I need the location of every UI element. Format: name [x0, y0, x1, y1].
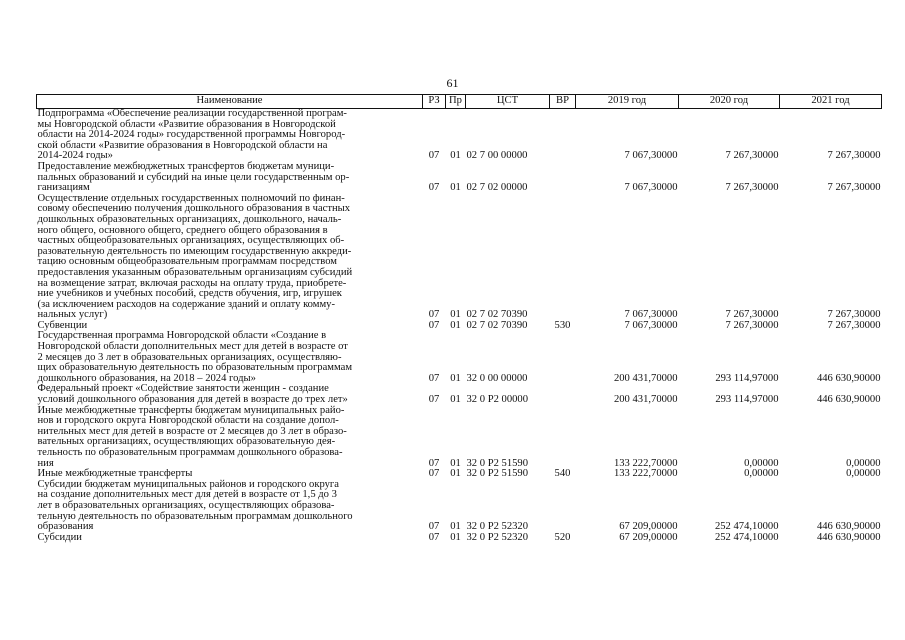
row-cst: 02 7 02 70390 [466, 309, 528, 321]
row-pr: 01 [450, 150, 461, 162]
column-header-rz: РЗ [423, 95, 446, 109]
row-name-line: щих образовательную деятельность по образовательным программам [37, 362, 353, 374]
row-pr: 01 [450, 457, 461, 469]
row-name-line: области на 2014-2024 годы» государственной программы Новгород- [37, 129, 346, 141]
row-name-line: Подпрограмма «Обеспечение реализации государственной програм- [37, 108, 347, 119]
row-amount-2019: 200 431,70000 [613, 394, 678, 406]
table-row [37, 406, 882, 470]
table-row [37, 109, 882, 162]
row-name-line: 2 месяцев до 3 лет в образовательных организациях, осуществляю- [37, 351, 342, 363]
row-name-line: 2014-2024 годы» [37, 150, 113, 162]
column-header-2021: 2021 год [780, 95, 882, 109]
row-vr [550, 109, 576, 162]
row-name-line: тацию основным общеобразовательным программам посредством [37, 256, 338, 268]
row-name-line: лет в образовательных организациях, осуществляющих образова- [37, 499, 335, 511]
row-name-line: нительных мест для детей в возрасте от 2 месяцев до 3 лет в образо- [37, 425, 347, 437]
row-name-line: ние учебников и учебных пособий, средств обучения, игр, игрушек [37, 288, 342, 300]
row-name-line: предоставления указанным образовательным организациям субсидий [37, 266, 353, 278]
row-name-line: (за исключением расходов на содержание зданий и оплату комму- [37, 298, 336, 310]
row-name-line: Государственная программа Новгородской области «Создание в [37, 330, 327, 342]
row-name-line: мы Новгородской области «Развитие образования в Новгородской [37, 118, 336, 130]
row-rz: 07 [428, 372, 440, 384]
row-cst: 32 0 00 00000 [466, 372, 528, 384]
row-rz: 07 [428, 319, 440, 331]
row-pr: 01 [450, 319, 461, 331]
row-cst: 32 0 P2 52320 [466, 531, 529, 543]
row-amount-2020: 252 474,10000 [714, 531, 779, 543]
row-name [37, 533, 423, 544]
row-amount-2019: 7 067,30000 [624, 319, 678, 331]
row-pr: 01 [450, 521, 461, 533]
row-name-line: вательных организациях, осуществляющих образовательную дея- [37, 436, 336, 448]
row-name-line: ской области «Развитие образования в Новгородской области на [37, 139, 328, 151]
row-name-line: на создание дополнительных мест для детей в возрасте от 1,5 до 3 [37, 489, 337, 501]
row-amount-2019: 67 209,00000 [619, 521, 678, 533]
row-name-line: Иные межбюджетные трансферты бюджетам муниципальных райо- [37, 404, 345, 416]
table-row [37, 533, 882, 544]
row-amount-2020: 252 474,10000 [714, 521, 779, 533]
table-row [37, 480, 882, 533]
row-amount-2021: 7 267,30000 [827, 309, 881, 321]
row-name [37, 109, 423, 162]
row-name [37, 406, 423, 470]
row-amount-2021: 7 267,30000 [827, 150, 881, 162]
row-name [37, 331, 423, 384]
column-header-2020: 2020 год [679, 95, 780, 109]
row-cst: 32 0 P2 51590 [466, 457, 529, 469]
row-vr [550, 194, 576, 321]
row-amount-2020: 7 267,30000 [725, 182, 779, 194]
row-amount-2020: 7 267,30000 [725, 150, 779, 162]
row-vr [550, 384, 576, 405]
row-name-line: ганизациям [37, 182, 90, 194]
row-amount-2020: 293 114,97000 [715, 372, 779, 384]
row-cst: 32 0 P2 51590 [466, 468, 529, 480]
row-amount-2019: 7 067,30000 [624, 150, 678, 162]
row-pr: 01 [450, 309, 461, 321]
row-amount-2021: 0,00000 [846, 468, 881, 480]
row-name-line: Субсидии [37, 531, 82, 543]
row-name-line: дошкольных образовательных организациях, дошкольного, началь- [37, 213, 342, 225]
row-amount-2021: 446 630,90000 [816, 394, 881, 406]
row-rz: 07 [428, 309, 440, 321]
row-amount-2019: 67 209,00000 [619, 531, 678, 543]
row-rz: 07 [428, 457, 440, 469]
row-amount-2020: 0,00000 [744, 468, 779, 480]
row-name-line: Иные межбюджетные трансферты [37, 468, 193, 480]
row-pr: 01 [450, 182, 461, 194]
row-rz: 07 [428, 182, 440, 194]
row-rz: 07 [428, 468, 440, 480]
column-header-pr: Пр [446, 95, 466, 109]
row-name [37, 162, 423, 194]
row-amount-2021: 446 630,90000 [816, 372, 881, 384]
row-amount-2019: 133 222,70000 [613, 468, 678, 480]
row-name-line: нов и городского округа Новгородской области на создание допол- [37, 415, 339, 427]
row-amount-2019: 7 067,30000 [624, 182, 678, 194]
row-cst: 02 7 00 00000 [466, 150, 528, 162]
row-name-line: образования [37, 521, 94, 533]
row-name [37, 384, 423, 405]
row-rz: 07 [428, 521, 440, 533]
row-amount-2021: 7 267,30000 [827, 319, 881, 331]
table-body [37, 109, 882, 544]
column-header-cst: ЦСТ [466, 95, 550, 109]
row-amount-2021: 0,00000 [846, 457, 881, 469]
row-name-line: тельность по образовательным программам дошкольного образова- [37, 447, 343, 458]
row-rz: 07 [428, 394, 440, 406]
row-amount-2020: 0,00000 [744, 457, 779, 469]
row-pr: 01 [450, 372, 461, 384]
row-vr: 520 [554, 531, 571, 543]
row-cst: 02 7 02 00000 [466, 182, 528, 194]
row-rz: 07 [428, 531, 440, 543]
row-pr: 01 [450, 531, 461, 543]
row-name-line: Осуществление отдельных государственных полномочий по финан- [37, 192, 345, 204]
row-name-line: Предоставление межбюджетных трансфертов бюджетам муници- [37, 160, 335, 172]
row-amount-2021: 446 630,90000 [816, 531, 881, 543]
row-name-line: Субвенции [37, 319, 88, 331]
row-cst: 02 7 02 70390 [466, 319, 528, 331]
column-header-name: Наименование [37, 95, 423, 109]
row-name-line: на возмещение затрат, включая расходы на оплату труда, приобрете- [37, 277, 347, 289]
row-name-line: пальных образований и субсидий на иные цели государственным ор- [37, 171, 350, 183]
table-row [37, 162, 882, 194]
row-name-line: Новгородской области дополнительных мест для детей в возрасте от [37, 341, 348, 353]
page-number: 61 [446, 76, 459, 90]
row-vr: 530 [554, 319, 571, 331]
column-header-2019: 2019 год [576, 95, 679, 109]
row-name-line: частных общеобразовательных организациях, осуществляющих об- [37, 235, 345, 247]
budget-table [36, 94, 882, 543]
row-vr [550, 331, 576, 384]
row-amount-2020: 293 114,97000 [715, 394, 779, 406]
column-header-vr: ВР [550, 95, 576, 109]
row-name-line: разовательную деятельность по имеющим государственную аккреди- [37, 245, 352, 257]
row-name-line: ния [37, 457, 54, 469]
row-name-line: Федеральный проект «Содействие занятости женщин - создание [37, 383, 329, 395]
row-name-line: нальных услуг) [37, 309, 108, 321]
table-row [37, 194, 882, 321]
table-row [37, 331, 882, 384]
row-name-line: дошкольного образования, на 2018 – 2024 годы» [37, 372, 256, 384]
row-amount-2019: 200 431,70000 [613, 372, 678, 384]
row-vr: 540 [554, 468, 571, 480]
row-vr [550, 162, 576, 194]
table-row [37, 384, 882, 405]
row-pr: 01 [450, 394, 461, 406]
row-name-line: ного общего, основного общего, среднего общего образования в [37, 224, 328, 236]
row-pr: 01 [450, 468, 461, 480]
row-name-line: тельную деятельность по образовательным программам дошкольного [37, 510, 353, 522]
row-amount-2020: 7 267,30000 [725, 319, 779, 331]
row-amount-2021: 446 630,90000 [816, 521, 881, 533]
row-cst: 32 0 P2 52320 [466, 521, 529, 533]
row-amount-2020: 7 267,30000 [725, 309, 779, 321]
row-name [37, 194, 423, 321]
row-amount-2019: 133 222,70000 [613, 457, 678, 469]
row-amount-2021: 7 267,30000 [827, 182, 881, 194]
row-vr [550, 480, 576, 533]
row-cst: 32 0 P2 00000 [466, 394, 529, 406]
row-amount-2019: 7 067,30000 [624, 309, 678, 321]
row-name-line: Субсидии бюджетам муниципальных районов и городского округа [37, 478, 339, 490]
row-vr [550, 406, 576, 470]
row-name-line: совому обеспечению получения дошкольного образования в частных [37, 203, 351, 215]
table-header-row [37, 95, 882, 109]
row-name-line: условий дошкольного образования для детей в возрасте до трех лет» [37, 394, 348, 406]
row-rz: 07 [428, 150, 440, 162]
row-name [37, 480, 423, 533]
